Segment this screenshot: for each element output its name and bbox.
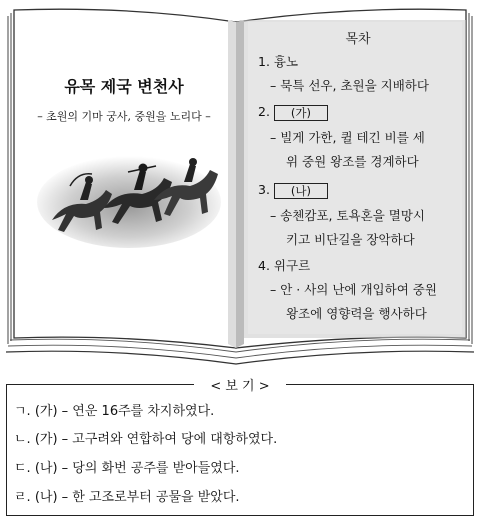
horse-archers-illustration: [34, 150, 224, 250]
choice-text: (나) – 한 고조로부터 공물을 받았다.: [34, 490, 240, 505]
toc-item-1: [258, 52, 298, 70]
choice-giyeok: [14, 400, 214, 419]
toc-item-2: [258, 104, 328, 121]
toc-item-number: 1.: [258, 54, 270, 69]
blank-box-na: (나): [274, 183, 328, 199]
toc-item-number: 3.: [258, 182, 270, 197]
table-of-contents-page: [248, 20, 468, 340]
toc-item-desc: – 묵특 선우, 초원을 지배하다: [270, 78, 429, 93]
toc-item-number: 4.: [258, 258, 270, 273]
toc-title: 목차: [345, 32, 371, 47]
choice-text: (가) – 연운 16주를 차지하였다.: [34, 404, 215, 419]
toc-item-desc: – 안 · 사의 난에 개입하여 중원: [270, 282, 437, 297]
book-title: 유목 제국 변천사: [64, 77, 184, 96]
toc-item-number: 2.: [258, 104, 270, 119]
choice-mark: ㄱ.: [14, 404, 31, 419]
toc-item-name: 흉노: [273, 54, 299, 69]
toc-item-desc: 위 중원 왕조를 경계하다: [286, 154, 419, 169]
toc-item-3: [258, 182, 328, 199]
choice-mark: ㄴ.: [14, 432, 31, 447]
choice-nieun: [14, 428, 277, 447]
blank-box-ga: (가): [274, 105, 328, 121]
choice-mark: ㄹ.: [14, 490, 31, 505]
toc-item-name: 위구르: [273, 258, 311, 273]
choice-rieul: [14, 486, 240, 505]
choice-digeut: [14, 457, 240, 476]
toc-item-desc: – 송첸캄포, 토욕혼을 멸망시: [270, 208, 425, 223]
choices-box-label: < 보 기 >: [194, 375, 286, 394]
choice-mark: ㄷ.: [14, 461, 31, 476]
book-subtitle: – 초원의 기마 궁사, 중원을 노리다 –: [37, 110, 211, 123]
toc-item-4: [258, 256, 310, 274]
choice-text: (나) – 당의 화번 공주를 받아들였다.: [34, 461, 240, 476]
toc-item-desc: 키고 비단길을 장악하다: [286, 232, 415, 247]
toc-item-desc: – 빌게 가한, 퀼 테긴 비를 세: [270, 130, 425, 145]
toc-item-desc: 왕조에 영향력을 행사하다: [286, 306, 427, 321]
choice-text: (가) – 고구려와 연합하여 당에 대항하였다.: [34, 432, 278, 447]
